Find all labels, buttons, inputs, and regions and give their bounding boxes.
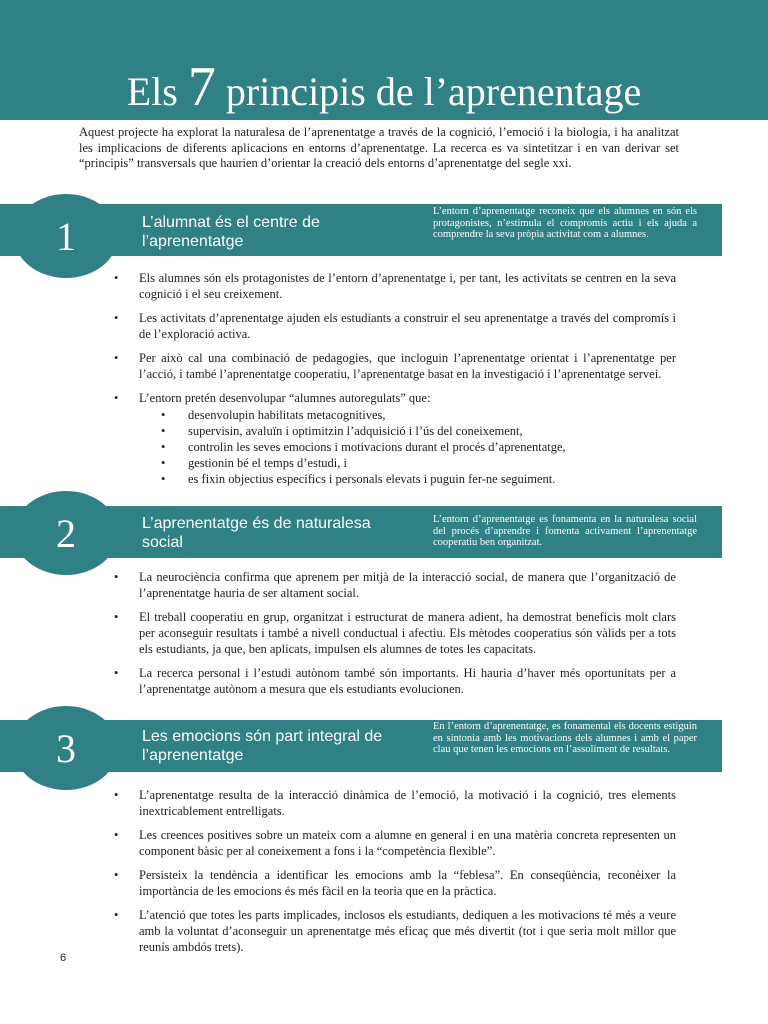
list-item (112, 787, 676, 819)
list-item-text: L’entorn pretén desenvolupar “alumnes autoregulats” que: (139, 391, 431, 405)
sub-list-item: • controlin les seves emocions i motivacions durant el procés d’aprenentatge, (139, 439, 676, 455)
sub-list-item: • supervisin, avaluïn i optimitzin l’adquisició i l’ús del coneixement, (139, 423, 676, 439)
list-item-text: Els alumnes són els protagonistes de l’entorn d’aprenentatge i, per tant, les activitats se centren en la seva cognició i el seu creixement. (139, 271, 676, 301)
title-number: 7 (187, 56, 216, 118)
section-3-title: Les emocions són part integral de l’aprenentatge (142, 728, 383, 764)
section-3-number: 3 (14, 706, 118, 790)
list-item (112, 390, 676, 487)
section-2-note: L’entorn d’aprenentatge es fonamenta en la naturalesa social del procés d’aprendre i fomenta activament l’aprenentatge cooperatiu ben organitzat. (433, 514, 697, 548)
section-2-title: L’aprenentatge és de naturalesa social (142, 515, 371, 551)
list-item (112, 270, 676, 302)
title-suffix: principis de l’aprenentage (215, 69, 642, 114)
list-item-text: Les creences positives sobre un mateix com a alumne en general i en una matèria concreta representen un component bàsic per al coneixement a fons i la “competència flexible”. (139, 828, 676, 858)
section-3-list (112, 787, 676, 963)
list-item (112, 569, 676, 601)
section-2-list (112, 569, 676, 705)
list-item-text: Les activitats d’aprenentatge ajuden els estudiants a construir el seu aprenentatge a través del compromís i de l’exploració activa. (139, 311, 676, 341)
section-1-list (112, 270, 676, 495)
list-item (112, 310, 676, 342)
page-number: 6 (60, 952, 67, 964)
intro-paragraph: Aquest projecte ha explorat la naturalesa de l’aprenentatge a través de la cognició, l’emoció i la biologia, i ha analitzat les implicacions de diferents aplicacions en entorns d’aprenentatge. La recerca es va sintetitzar i en van derivar set “principis” transversals que haurien d’orientar la creació dels entorns d’aprenentatge del segle xxi. (79, 125, 679, 170)
list-item (112, 609, 676, 657)
list-item-text: La neurociència confirma que aprenem per mitjà de la interacció social, de manera que l’organització de l’aprenentatge hauria de ser altament social. (139, 570, 676, 600)
list-item (112, 867, 676, 899)
title-prefix: Els (126, 69, 188, 114)
sub-list-item: • desenvolupin habilitats metacognitives, (139, 407, 676, 423)
list-item-text: El treball cooperatiu en grup, organitzat i estructurat de manera adient, ha demostrat beneficis molt clars per aconseguir resultats i també a nivell conductual i afectiu. Els mètodes cooperatius són vàlids per a tots els estudiants, ja que, ben aplicats, impulsen els alumnes de totes les capacitats. (139, 610, 676, 656)
section-1-title: L’alumnat és el centre de l’aprenentatge (142, 214, 320, 250)
section-2-number: 2 (14, 491, 118, 575)
list-item (112, 907, 676, 955)
list-item-text: L’atenció que totes les parts implicades, inclosos els estudiants, dediquen a les motivacions té més a veure amb la voluntat d’aconseguir un aprenentatge més eficaç que més divertit (tot i que seria molt millor que reunís ambdós trets). (139, 908, 676, 954)
list-item-text: Persisteix la tendència a identificar les emocions amb la “feblesa”. En conseqüència, reconèixer la importància de les emocions és més fàcil en la teoria que en la pràctica. (139, 868, 676, 898)
list-item (112, 350, 676, 382)
sub-list-item: • gestionin bé el temps d’estudi, i (139, 455, 676, 471)
list-item-text: L’aprenentatge resulta de la interacció dinàmica de l’emoció, la motivació i la cognició, tres elements inextricablement entrelligats. (139, 788, 676, 818)
list-item-text: Per això cal una combinació de pedagogies, que incloguin l’aprenentatge orientat i l’aprenentatge per l’acció, i també l’aprenentatge cooperatiu, l’aprenentatge basat en la investigació i l’aprenentatge servei. (139, 351, 676, 381)
section-1-note: L’entorn d’aprenentatge reconeix que els alumnes en són els protagonistes, n’estimula el compromís actiu i els ajuda a comprendre la seva pròpia activitat com a alumnes. (433, 206, 697, 240)
list-item (112, 827, 676, 859)
section-1-number: 1 (14, 194, 118, 278)
page-title (0, 52, 768, 127)
sub-list (139, 407, 676, 487)
section-3-note: En l’entorn d’aprenentatge, es fonamental els docents estiguin en sintonia amb les motivacions dels alumnes i amb el paper clau que tenen les emocions en l’assoliment de resultats. (433, 721, 697, 755)
list-item (112, 665, 676, 697)
list-item-text: La recerca personal i l’estudi autònom també són importants. Hi hauria d’haver més oportunitats per a l’aprenentatge autònom a mesura que els estudiants evolucionen. (139, 666, 676, 696)
sub-list-item: • es fixin objectius específics i personals elevats i puguin fer-ne seguiment. (139, 471, 676, 487)
